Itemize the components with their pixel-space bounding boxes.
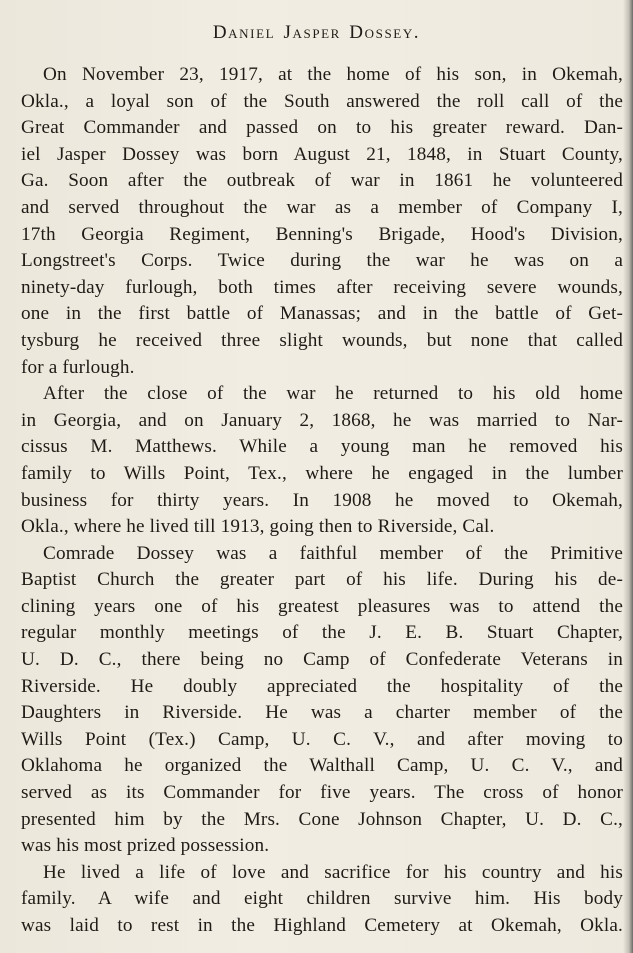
text-line: one in the first battle of Manassas; and in the battle of Get- [21, 303, 623, 325]
text-line: U. D. C., there being no Camp of Confederate Veterans in [21, 649, 623, 671]
text-line: Ga. Soon after the outbreak of war in 1861 he volunteered [21, 170, 623, 192]
text-line: family. A wife and eight children survive him. His body [21, 888, 623, 910]
text-line: 17th Georgia Regiment, Benning's Brigade, Hood's Division, [21, 223, 623, 245]
text-line: and served throughout the war as a member of Company I, [21, 196, 623, 218]
text-line: On November 23, 1917, at the home of his son, in Okemah, [43, 64, 623, 85]
text-line: was his most prized possession. [21, 835, 270, 857]
text-line: tysburg he received three slight wounds, but none that called [21, 329, 623, 351]
text-line: Okla., a loyal son of the South answered the roll call of the [21, 90, 623, 112]
text-line: was laid to rest in the Highland Cemetery at Okemah, Okla. [21, 915, 623, 936]
text-line: clining years one of his greatest pleasures was to attend the [21, 595, 623, 617]
text-line: Oklahoma he organized the Walthall Camp, U. C. V., and [21, 755, 623, 777]
text-line: Okla., where he lived till 1913, going then to Riverside, Cal. [21, 516, 495, 538]
text-line: for a furlough. [21, 356, 135, 378]
text-line: Daughters in Riverside. He was a charter member of the [21, 702, 623, 724]
text-line: Wills Point (Tex.) Camp, U. C. V., and after moving to [21, 728, 623, 750]
text-line: family to Wills Point, Tex., where he engaged in the lumber [21, 462, 623, 484]
page-title: Daniel Jasper Dossey. [212, 22, 421, 43]
text-line: After the close of the war he returned to his old home [43, 383, 623, 405]
text-line: Great Commander and passed on to his greater reward. Dan- [21, 117, 623, 139]
text-line: Baptist Church the greater part of his life. During his de- [21, 569, 623, 591]
obituary-body [21, 62, 623, 940]
text-line: iel Jasper Dossey was born August 21, 1848, in Stuart County, [21, 143, 623, 165]
text-line: served as its Commander for five years. The cross of honor [21, 782, 623, 804]
text-line: cissus M. Matthews. While a young man he removed his [21, 436, 623, 458]
page-edge-shadow [623, 0, 633, 953]
text-line: regular monthly meetings of the J. E. B. Stuart Chapter, [21, 622, 623, 644]
text-line: ninety-day furlough, both times after receiving severe wounds, [21, 276, 623, 298]
text-line: Comrade Dossey was a faithful member of the Primitive [43, 542, 623, 564]
text-line: presented him by the Mrs. Cone Johnson Chapter, U. D. C., [21, 808, 623, 830]
text-line: Longstreet's Corps. Twice during the war he was on a [21, 250, 623, 272]
text-line: Riverside. He doubly appreciated the hospitality of the [21, 675, 623, 697]
text-line: He lived a life of love and sacrifice for his country and his [43, 861, 623, 883]
text-line: business for thirty years. In 1908 he moved to Okemah, [21, 489, 623, 511]
text-line: in Georgia, and on January 2, 1868, he was married to Nar- [21, 409, 623, 431]
